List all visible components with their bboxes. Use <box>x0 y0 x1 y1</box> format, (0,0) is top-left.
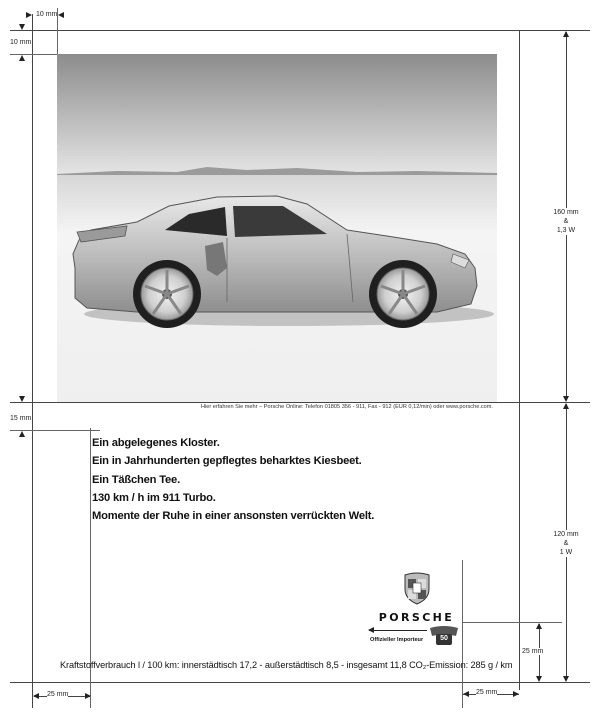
arrow-down-icon <box>563 396 569 402</box>
importer-badge-number: 50 <box>440 635 448 642</box>
arrow-up-icon <box>19 55 25 61</box>
arrow-left-icon <box>33 693 39 699</box>
headline-line: Ein abgelegenes Kloster. <box>92 437 220 449</box>
arrow-down-icon <box>19 24 25 30</box>
credit-line: Hier erfahren Sie mehr – Porsche Online: Telefon 01805 356 - 911, Fax - 912 (EUR 0,12/min) oder www.porsche.com. <box>200 404 493 410</box>
dim-text-ratio-b: 1 W <box>559 549 573 556</box>
porsche-crest-icon <box>403 571 431 605</box>
headline-line: Ein in Jahrhunderten gepflegtes beharktes Kiesbeet. <box>92 455 362 468</box>
arrow-up-icon <box>563 31 569 37</box>
arrow-up-icon <box>19 431 25 437</box>
dim-bottom-left-width: 25 mm <box>47 691 69 698</box>
arrow-down-icon <box>536 676 542 682</box>
dim-bottom-right-width: 25 mm <box>476 689 498 696</box>
dim-gap: 15 mm <box>10 415 32 422</box>
arrow-left-icon <box>368 627 374 633</box>
headline-copy <box>92 434 374 525</box>
arrow-left-icon <box>58 12 64 18</box>
guide-logo-right <box>462 560 463 708</box>
porsche-wordmark: PORSCHE <box>378 611 455 624</box>
dim-image-height <box>550 208 582 235</box>
arrow-left-icon <box>463 691 469 697</box>
importer-arrow <box>369 630 427 631</box>
guide-right-vertical <box>519 30 520 690</box>
arrow-right-icon <box>85 693 91 699</box>
headline-line: Ein Täßchen Tee. <box>92 473 180 486</box>
dim-top-left-width: 10 mm <box>36 11 58 18</box>
arrow-up-icon <box>563 403 569 409</box>
arrow-up-icon <box>536 623 542 629</box>
arrow-right-icon <box>513 691 519 697</box>
guide-logo-top <box>462 622 562 623</box>
porsche-911-turbo-image <box>57 54 497 402</box>
dim-image-height-value: 160 mm <box>553 209 579 216</box>
guide-left-margin <box>10 54 60 55</box>
dim-image-ratio-b: 1,3 W <box>556 227 576 234</box>
dim-text-height-value: 120 mm <box>553 531 579 538</box>
arrow-down-icon <box>563 676 569 682</box>
dim-text-ratio-a: & <box>563 540 569 547</box>
importer-badge <box>428 624 460 646</box>
car-photo <box>57 54 497 402</box>
arrow-down-icon <box>19 396 25 402</box>
fuel-consumption-line: Kraftstoffverbrauch l / 100 km: innerstädtisch 17,2 - außerstädtisch 8,5 - insgesamt 11,8 CO₂-Emission: 285 g / km <box>60 660 513 670</box>
dim-image-ratio-a: & <box>563 218 569 225</box>
importer-label: Offizieller Importeur <box>370 637 424 643</box>
dim-text-height <box>550 530 582 557</box>
headline-line: Momente der Ruhe in einer ansonsten verrückten Welt. <box>92 510 375 523</box>
dim-logo-height: 25 mm <box>522 648 544 655</box>
dim-top-left-height: 10 mm <box>10 39 32 46</box>
guide-top-horizontal <box>10 30 590 31</box>
guide-photo-bottom <box>10 402 590 403</box>
guide-left-vertical <box>32 14 33 708</box>
guide-bottom-horizontal <box>10 682 590 683</box>
arrow-right-icon <box>26 12 32 18</box>
headline-line: 130 km / h im 911 Turbo. <box>92 491 216 504</box>
